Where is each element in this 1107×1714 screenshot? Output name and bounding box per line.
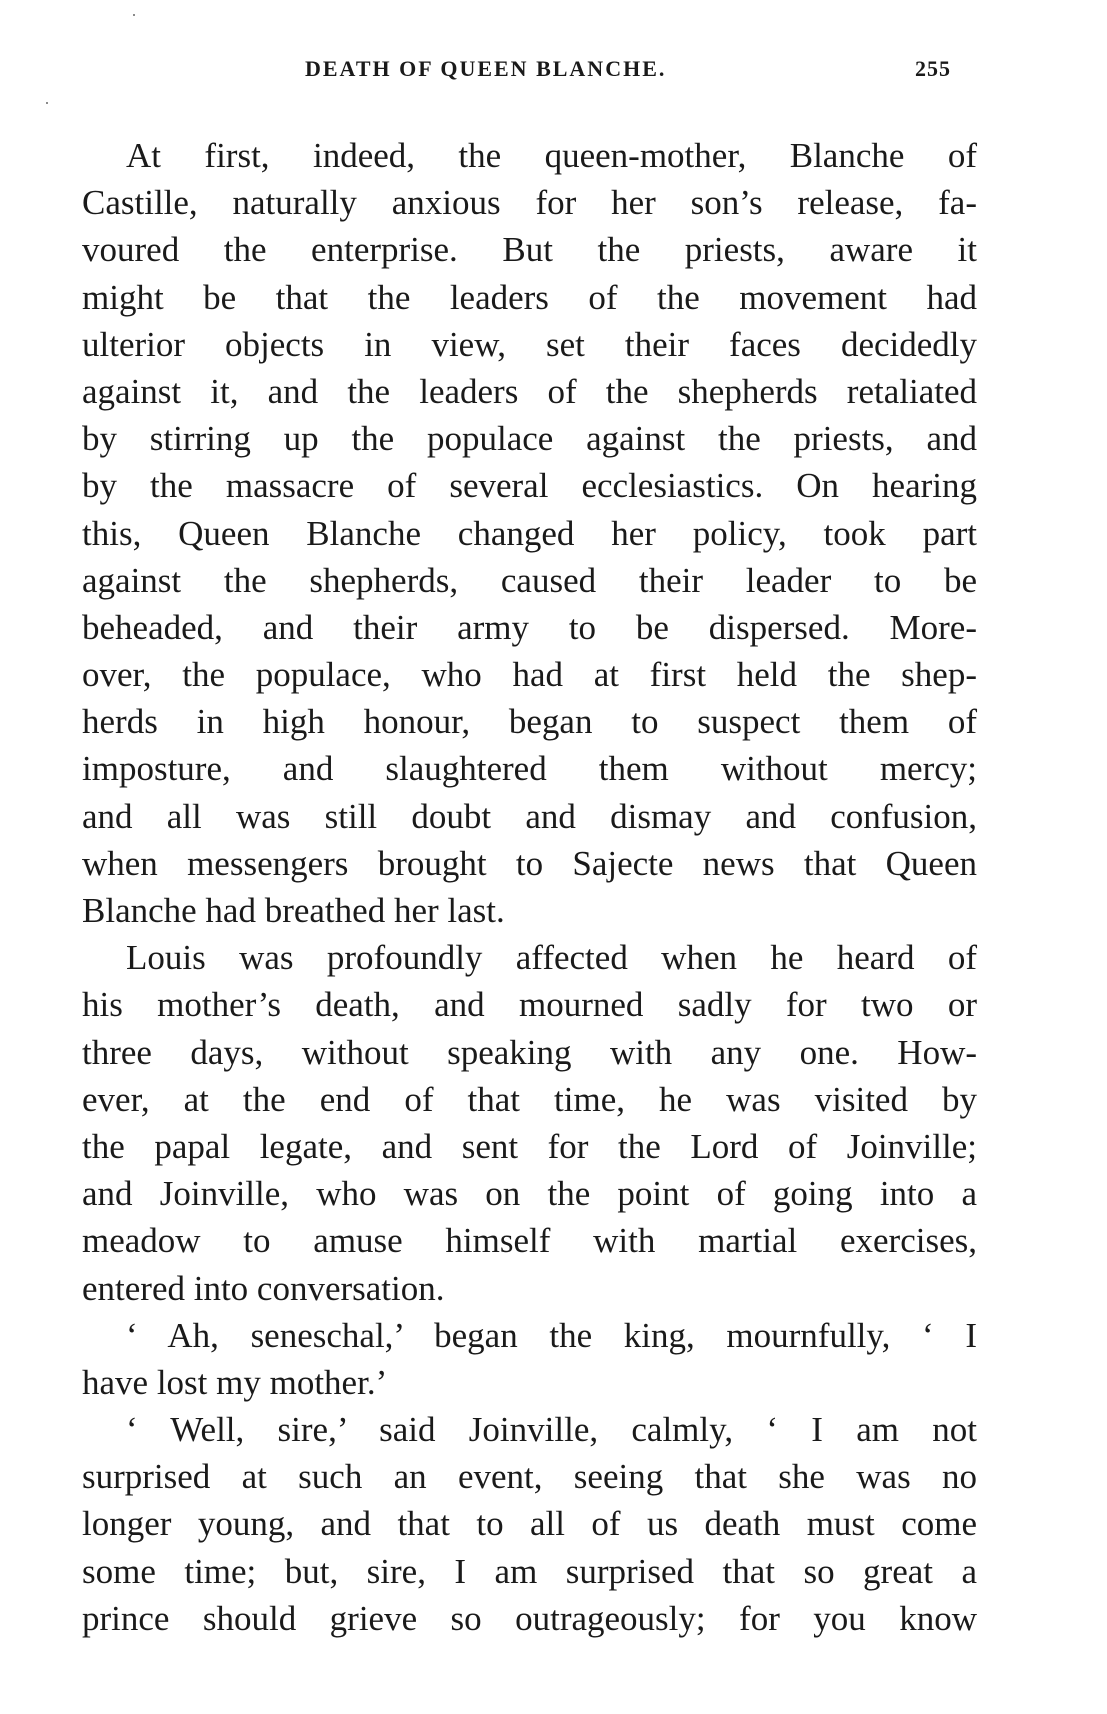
text-line: the papal legate, and sent for the Lord of Joinville; <box>82 1126 977 1166</box>
text-line: ever, at the end of that time, he was visited by <box>82 1079 977 1119</box>
text-line: by the massacre of several ecclesiastics. On hearing <box>82 466 977 506</box>
text-line: ‘ Well, sire,’ said Joinville, calmly, ‘ I am not <box>126 1410 977 1450</box>
text-line: against the shepherds, caused their leader to be <box>82 560 977 600</box>
text-line: this, Queen Blanche changed her policy, took part <box>82 513 977 553</box>
text-line: Louis was profoundly affected when he heard of <box>126 938 977 978</box>
paragraph <box>82 132 977 934</box>
paper-speck <box>46 102 48 104</box>
paragraph <box>82 934 977 1312</box>
text-line: Blanche had breathed her last. <box>82 891 505 930</box>
text-line: At first, indeed, the queen-mother, Blanche of <box>126 136 977 175</box>
running-title: DEATH OF QUEEN BLANCHE. <box>305 56 667 81</box>
text-line: voured the enterprise. But the priests, aware it <box>82 230 977 270</box>
text-line: and Joinville, who was on the point of going into a <box>82 1174 977 1214</box>
text-line: when messengers brought to Sajecte news that Queen <box>82 843 977 883</box>
text-line: over, the populace, who had at first held the shep- <box>82 655 977 695</box>
text-line: against it, and the leaders of the shepherds retaliated <box>82 371 977 411</box>
paragraph <box>82 1312 977 1406</box>
text-line: ‘ Ah, seneschal,’ began the king, mournfully, ‘ I <box>126 1315 977 1355</box>
body-text <box>82 132 977 1642</box>
text-line: might be that the leaders of the movement had <box>82 277 977 317</box>
text-line: his mother’s death, and mourned sadly for two or <box>82 985 977 1025</box>
text-line: herds in high honour, began to suspect them of <box>82 702 977 742</box>
text-line: longer young, and that to all of us death must come <box>82 1504 977 1544</box>
text-line: and all was still doubt and dismay and confusion, <box>82 796 977 836</box>
text-line: imposture, and slaughtered them without mercy; <box>82 749 977 789</box>
text-line: have lost my mother.’ <box>82 1362 388 1402</box>
text-line: surprised at such an event, seeing that she was no <box>82 1457 977 1497</box>
text-line: meadow to amuse himself with martial exercises, <box>82 1221 977 1261</box>
page-number: 255 <box>915 56 951 81</box>
text-line: three days, without speaking with any one. How- <box>82 1032 977 1072</box>
text-line: some time; but, sire, I am surprised that so great a <box>82 1551 977 1591</box>
text-line: beheaded, and their army to be dispersed. More- <box>82 607 977 647</box>
text-line: ulterior objects in view, set their faces decidedly <box>82 324 977 364</box>
text-line: prince should grieve so outrageously; for you know <box>82 1598 977 1638</box>
paper-speck <box>133 14 135 16</box>
paragraph <box>82 1406 977 1642</box>
text-line: entered into conversation. <box>82 1268 445 1308</box>
text-line: by stirring up the populace against the priests, and <box>82 419 977 459</box>
text-line: Castille, naturally anxious for her son’s release, fa- <box>82 183 977 223</box>
